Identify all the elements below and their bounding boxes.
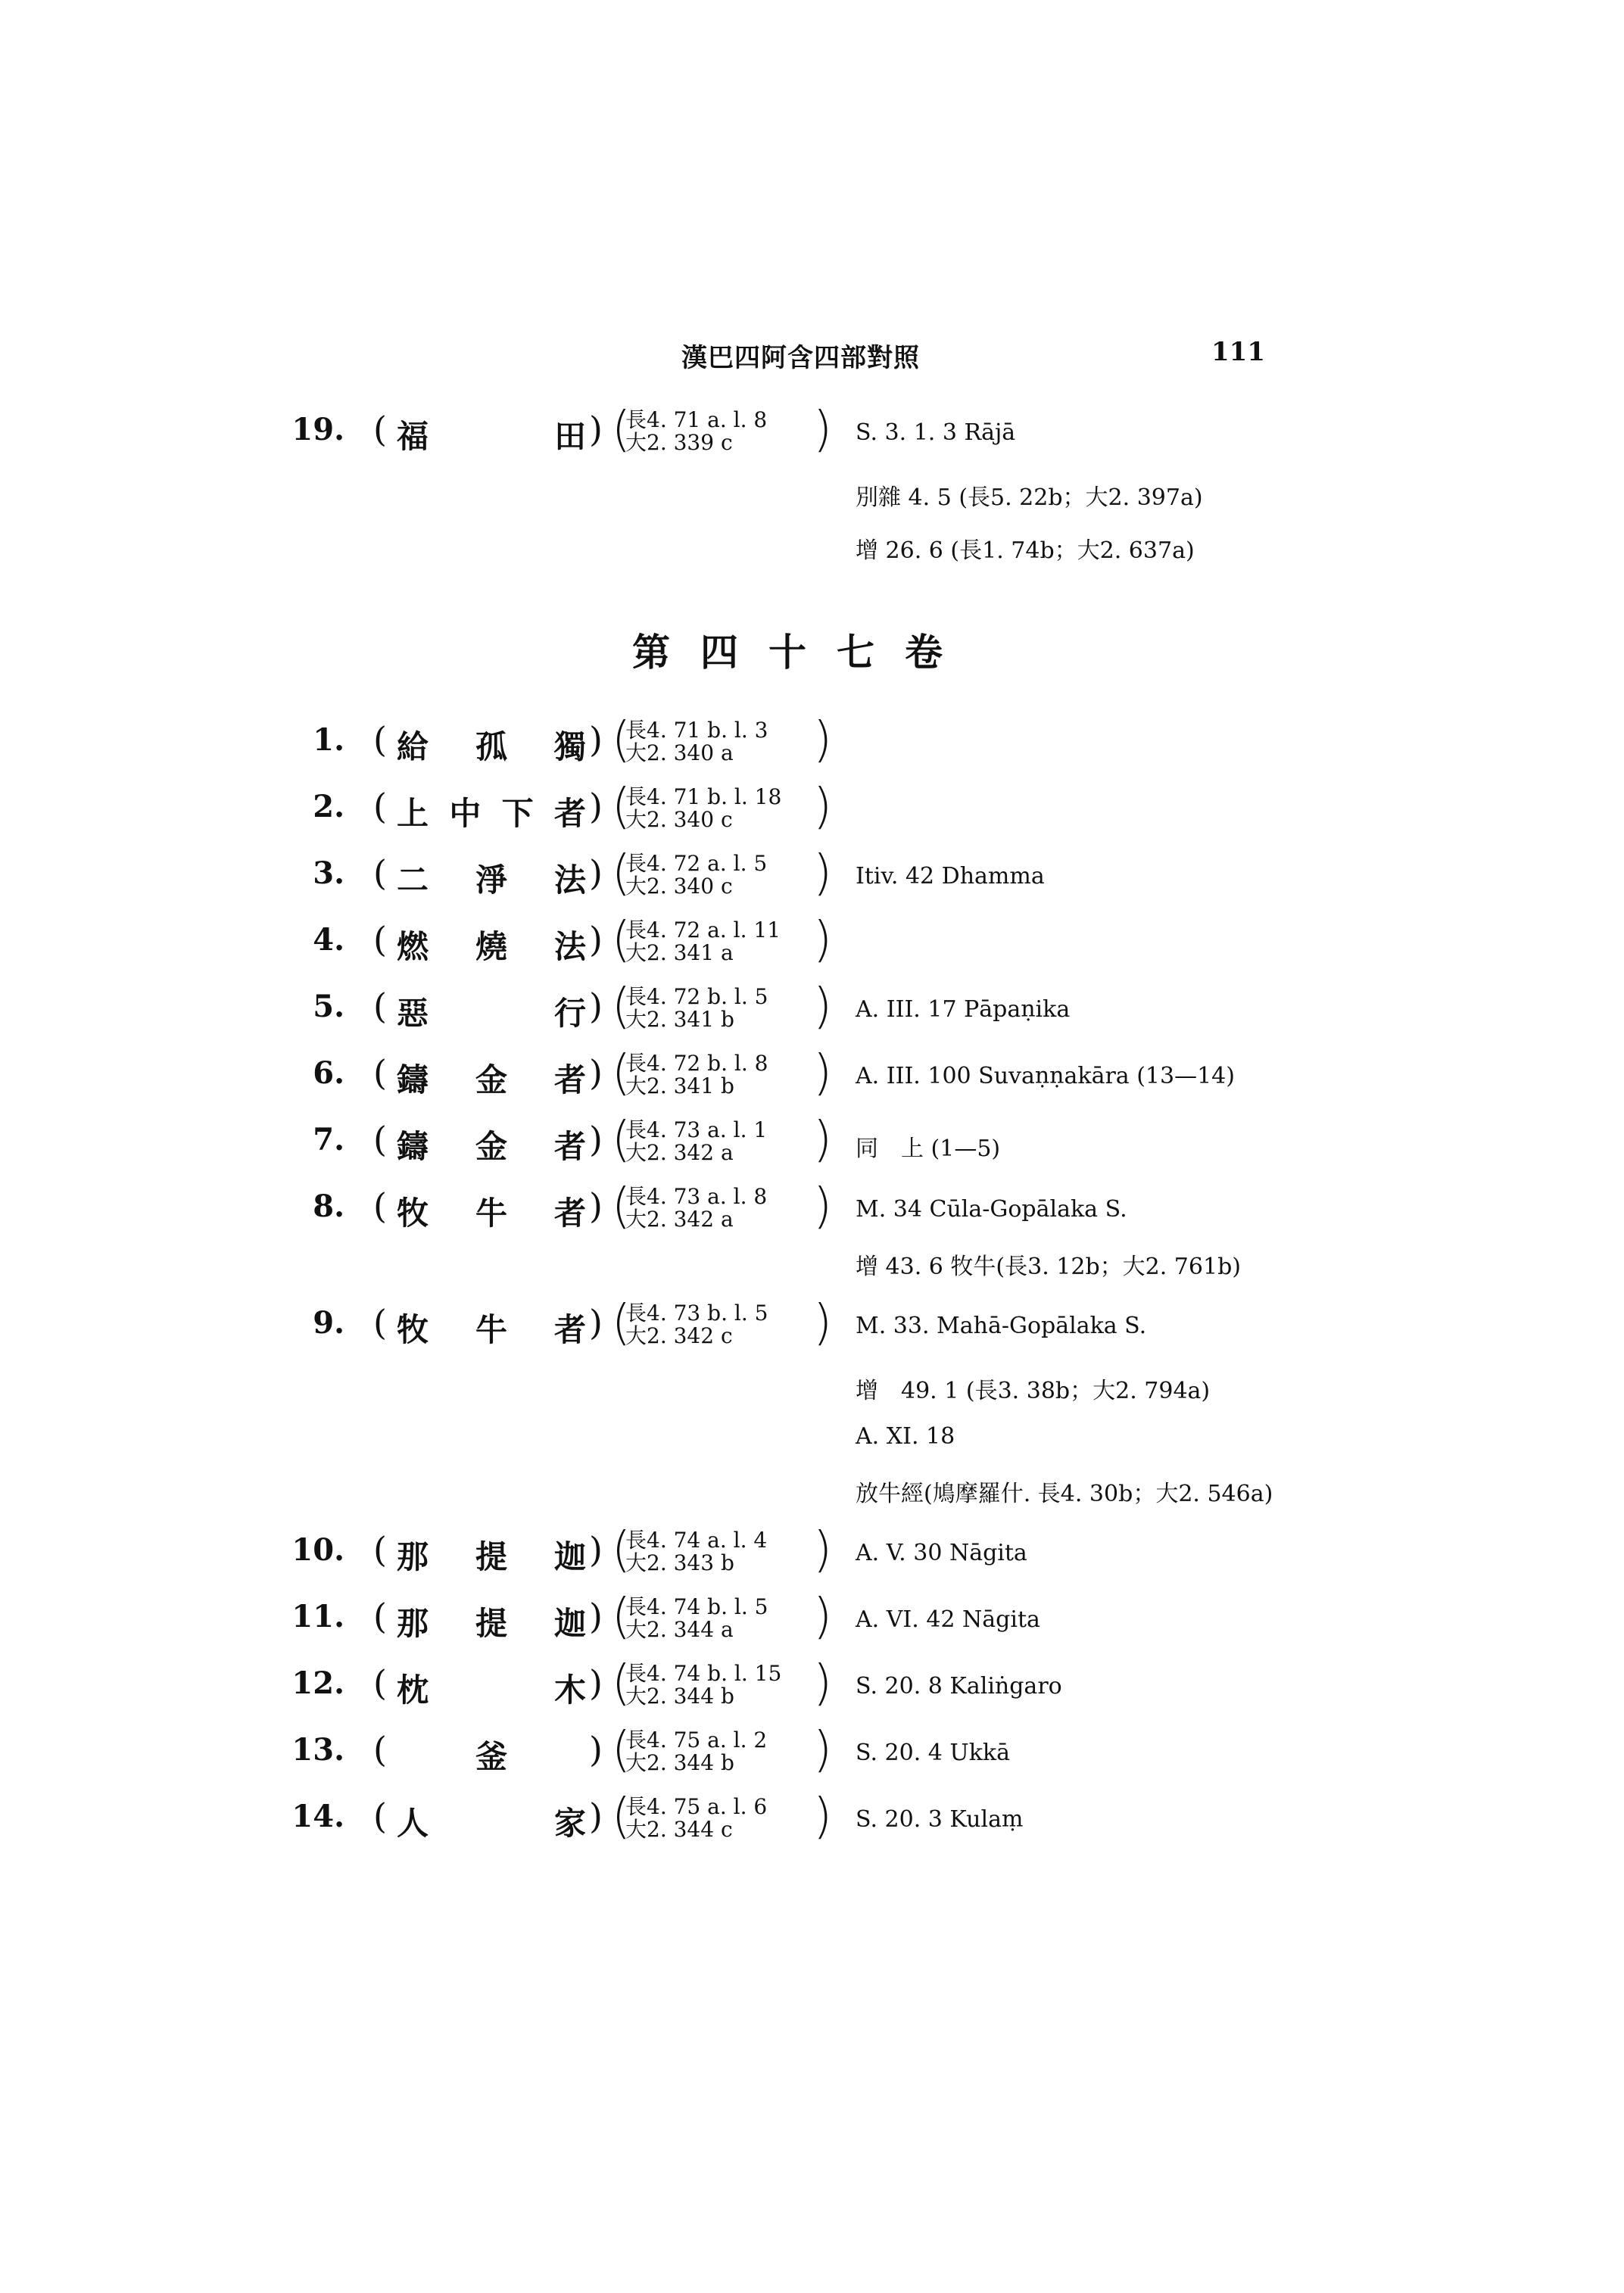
chinese-refs: ( 長4. 73 a. l. 1 大2. 342 a ) — [612, 1112, 832, 1168]
title-char: 鑄 — [397, 1128, 429, 1165]
chinese-refs: ( 長4. 71 b. l. 3 大2. 340 a ) — [612, 712, 832, 768]
close-paren: ) — [589, 409, 603, 450]
title-char: 行 — [553, 995, 586, 1032]
pali-parallel: S. 3. 1. 3 Rājā — [856, 419, 1016, 446]
entry-row-11: 11. ( 那 提 迦 ) ( 長4. 74 b. l. 5 大2. 344 a ) A. VI. 42 Nāgita — [0, 1588, 1624, 1649]
title-char: 上 — [397, 795, 429, 832]
pali-parallel: M. 33. Mahā-Gopālaka S. — [856, 1313, 1147, 1339]
title-char: 金 — [475, 1128, 507, 1165]
entry-title — [397, 1532, 586, 1578]
page-number: 111 — [1211, 337, 1265, 367]
entry-title — [397, 1189, 586, 1234]
ref-changan: 長4. 75 a. l. 6 — [625, 1794, 768, 1819]
pali-parallel: S. 20. 3 Kulaṃ — [856, 1806, 1024, 1833]
ref-taisho: 大2. 344 c — [625, 1817, 733, 1842]
ref-taisho: 大2. 340 c — [625, 807, 733, 832]
running-header-title: 漢巴四阿含四部對照 — [681, 343, 920, 373]
title-char: 法 — [553, 928, 586, 965]
pali-parallel: Itiv. 42 Dhamma — [856, 863, 1045, 889]
ref-taisho: 大2. 344 a — [625, 1617, 734, 1642]
title-char: 提 — [475, 1538, 507, 1575]
entry-number: 4. — [313, 922, 344, 958]
title-char: 牧 — [397, 1195, 429, 1232]
entry-number: 5. — [313, 989, 344, 1024]
ref-changan: 長4. 74 b. l. 15 — [625, 1661, 782, 1686]
entry-number: 12. — [291, 1665, 344, 1701]
ref-changan: 長4. 73 a. l. 1 — [625, 1117, 768, 1142]
sub-parallel: 別雜 4. 5 (長5. 22b；大2. 397a) — [856, 484, 1203, 511]
chinese-refs: ( 長4. 73 a. l. 8 大2. 342 a ) — [612, 1179, 832, 1235]
ref-taisho: 大2. 339 c — [625, 430, 733, 455]
title-char: 迦 — [553, 1605, 586, 1642]
entry-number: 8. — [313, 1189, 344, 1224]
title-char: 迦 — [553, 1538, 586, 1575]
pali-parallel: S. 20. 4 Ukkā — [856, 1740, 1010, 1766]
title-char: 牛 — [475, 1195, 507, 1232]
entry-title — [397, 1732, 586, 1777]
entry-title — [397, 1305, 586, 1351]
pali-parallel: A. V. 30 Nāgita — [856, 1540, 1027, 1566]
entry-row-9: 9. ( 牧 牛 者 ) ( 長4. 73 b. l. 5 大2. 342 c ) M. 33. Mahā-Gopālaka S. — [0, 1294, 1624, 1355]
entry-title — [397, 1599, 586, 1644]
entry-row-4: 4. ( 燃 燒 法 ) ( 長4. 72 a. l. 11 大2. 341 a ) — [0, 911, 1624, 972]
title-char: 金 — [475, 1061, 507, 1098]
sub-parallel: 增 43. 6 牧牛(長3. 12b；大2. 761b) — [856, 1254, 1241, 1280]
title-char: 者 — [553, 1128, 586, 1165]
title-char: 家 — [553, 1805, 586, 1842]
title-char: 法 — [553, 861, 586, 899]
entry-number: 10. — [291, 1532, 344, 1568]
entry-row-5: 5. ( 惡 行 ) ( 長4. 72 b. l. 5 大2. 341 b ) A. III. 17 Pāpaṇika — [0, 978, 1624, 1039]
chinese-refs: ( 長4. 72 a. l. 5 大2. 340 c ) — [612, 846, 832, 902]
title-char: 田 — [553, 418, 586, 455]
chinese-refs: ( 長4. 74 a. l. 4 大2. 343 b ) — [612, 1522, 832, 1578]
title-char: 者 — [553, 1311, 586, 1348]
entry-number: 2. — [313, 789, 344, 824]
ref-changan: 長4. 74 a. l. 4 — [625, 1528, 768, 1553]
entry-row-1: 1. ( 給 孤 獨 ) ( 長4. 71 b. l. 3 大2. 340 a ) — [0, 712, 1624, 772]
entry-number: 19. — [291, 412, 344, 447]
ref-taisho: 大2. 341 b — [625, 1007, 734, 1032]
entry-row-14: 14. ( 人 家 ) ( 長4. 75 a. l. 6 大2. 344 c ) S. 20. 3 Kulaṃ — [0, 1788, 1624, 1849]
ref-changan: 長4. 71 b. l. 3 — [625, 718, 768, 743]
pali-parallel: S. 20. 8 Kaliṅgaro — [856, 1673, 1062, 1699]
chinese-refs: ( 長4. 74 b. l. 5 大2. 344 a ) — [612, 1589, 832, 1645]
ref-changan: 長4. 72 b. l. 5 — [625, 984, 768, 1009]
title-char: 人 — [397, 1805, 429, 1842]
title-char: 惡 — [397, 995, 429, 1032]
title-char: 燒 — [475, 928, 507, 965]
entry-title — [397, 1665, 586, 1711]
title-char: 牧 — [397, 1311, 429, 1348]
section-title: 第四十七卷 — [632, 630, 973, 675]
ref-changan: 長4. 72 a. l. 5 — [625, 851, 768, 876]
title-char: 者 — [553, 795, 586, 832]
entry-number: 14. — [291, 1799, 344, 1834]
chinese-refs: ( 長4. 75 a. l. 2 大2. 344 b ) — [612, 1722, 832, 1778]
pali-parallel: A. VI. 42 Nāgita — [856, 1606, 1040, 1633]
title-char: 福 — [397, 418, 429, 455]
chinese-refs: ( 長4. 72 b. l. 8 大2. 341 b ) — [612, 1045, 832, 1101]
entry-title — [397, 789, 586, 834]
ref-taisho: 大2. 344 b — [625, 1750, 734, 1775]
title-char: 那 — [397, 1538, 429, 1575]
sub-parallel: 增 49. 1 (長3. 38b；大2. 794a) — [856, 1378, 1211, 1404]
entry-row-10: 10. ( 那 提 迦 ) ( 長4. 74 a. l. 4 大2. 343 b ) A. V. 30 Nāgita — [0, 1522, 1624, 1582]
entry-title — [397, 412, 586, 457]
pali-parallel: M. 34 Cūla-Gopālaka S. — [856, 1196, 1127, 1223]
chinese-refs: ( 長4. 71 b. l. 18 大2. 340 c ) — [612, 779, 832, 835]
ref-changan: 長4. 71 a. l. 8 — [625, 407, 768, 432]
title-char: 者 — [553, 1195, 586, 1232]
ref-taisho: 大2. 342 a — [625, 1207, 734, 1232]
entry-row-7: 7. ( 鑄 金 者 ) ( 長4. 73 a. l. 1 大2. 342 a ) 同 上 (1—5) — [0, 1111, 1624, 1172]
entry-number: 3. — [313, 855, 344, 891]
entry-title — [397, 922, 586, 967]
pali-parallel: A. III. 17 Pāpaṇika — [856, 996, 1071, 1023]
title-char: 提 — [475, 1605, 507, 1642]
entry-title — [397, 1799, 586, 1844]
title-char: 者 — [553, 1061, 586, 1098]
title-char: 淨 — [475, 861, 507, 899]
pali-parallel: A. III. 100 Suvaṇṇakāra (13—14) — [856, 1063, 1235, 1089]
title-char: 下 — [501, 795, 534, 832]
entry-row-19 — [0, 401, 1624, 462]
ref-changan: 長4. 73 a. l. 8 — [625, 1184, 768, 1209]
title-char: 孤 — [475, 728, 507, 765]
entry-title — [397, 722, 586, 768]
ref-changan: 長4. 74 b. l. 5 — [625, 1594, 768, 1619]
entry-title — [397, 989, 586, 1034]
ref-taisho: 大2. 344 b — [625, 1684, 734, 1709]
chinese-refs: ( 長4. 72 a. l. 11 大2. 341 a ) — [612, 912, 832, 968]
entry-row-12: 12. ( 枕 木 ) ( 長4. 74 b. l. 15 大2. 344 b ) S. 20. 8 Kaliṅgaro — [0, 1655, 1624, 1715]
title-char: 木 — [553, 1671, 586, 1709]
entry-number: 9. — [313, 1305, 344, 1341]
ref-taisho: 大2. 341 b — [625, 1073, 734, 1098]
title-char: 給 — [397, 728, 429, 765]
open-paren: ( — [373, 409, 387, 450]
ref-taisho: 大2. 340 c — [625, 874, 733, 899]
title-char: 燃 — [397, 928, 429, 965]
entry-title — [397, 1122, 586, 1167]
sub-parallel: 增 26. 6 (長1. 74b；大2. 637a) — [856, 537, 1195, 564]
title-char: 獨 — [553, 728, 586, 765]
entry-number: 1. — [313, 722, 344, 758]
title-char: 中 — [449, 795, 482, 832]
entry-number: 6. — [313, 1055, 344, 1091]
chinese-refs: ( 長4. 74 b. l. 15 大2. 344 b ) — [612, 1656, 832, 1712]
ref-changan: 長4. 73 b. l. 5 — [625, 1301, 768, 1326]
entry-row-3: 3. ( 二 淨 法 ) ( 長4. 72 a. l. 5 大2. 340 c ) Itiv. 42 Dhamma — [0, 845, 1624, 905]
chinese-refs: ( 長4. 72 b. l. 5 大2. 341 b ) — [612, 979, 832, 1035]
entry-row-6: 6. ( 鑄 金 者 ) ( 長4. 72 b. l. 8 大2. 341 b ) A. III. 100 Suvaṇṇakāra (13—14) — [0, 1045, 1624, 1105]
ref-changan: 長4. 71 b. l. 18 — [625, 784, 782, 809]
ref-changan: 長4. 75 a. l. 2 — [625, 1728, 768, 1752]
chinese-refs: ( 長4. 71 a. l. 8 大2. 339 c ) — [612, 402, 832, 458]
entry-row-2: 2. ( 上 中 下 者 ) ( 長4. 71 b. l. 18 大2. 340 c ) — [0, 778, 1624, 839]
entry-title — [397, 1055, 586, 1101]
sub-parallel: A. XI. 18 — [856, 1423, 955, 1450]
title-char: 牛 — [475, 1311, 507, 1348]
title-char: 釜 — [475, 1738, 507, 1775]
ref-taisho: 大2. 340 a — [625, 740, 734, 765]
ref-changan: 長4. 72 b. l. 8 — [625, 1051, 768, 1076]
entry-row-8: 8. ( 牧 牛 者 ) ( 長4. 73 a. l. 8 大2. 342 a ) M. 34 Cūla-Gopālaka S. — [0, 1178, 1624, 1238]
chinese-refs: ( 長4. 75 a. l. 6 大2. 344 c ) — [612, 1789, 832, 1845]
title-char: 那 — [397, 1605, 429, 1642]
ref-taisho: 大2. 343 b — [625, 1550, 734, 1575]
sub-parallel: 放牛經(鳩摩羅什. 長4. 30b；大2. 546a) — [856, 1481, 1273, 1507]
ref-taisho: 大2. 342 a — [625, 1140, 734, 1165]
title-char: 二 — [397, 861, 429, 899]
entry-number: 7. — [313, 1122, 344, 1157]
title-char: 鑄 — [397, 1061, 429, 1098]
entry-row-13: 13. ( 釜 ) ( 長4. 75 a. l. 2 大2. 344 b ) S. 20. 4 Ukkā — [0, 1721, 1624, 1782]
ref-taisho: 大2. 342 c — [625, 1323, 733, 1348]
pali-parallel: 同 上 (1—5) — [856, 1136, 1001, 1162]
entry-title — [397, 855, 586, 901]
chinese-refs: ( 長4. 73 b. l. 5 大2. 342 c ) — [612, 1295, 832, 1351]
ref-taisho: 大2. 341 a — [625, 940, 734, 965]
title-char: 枕 — [397, 1671, 429, 1709]
ref-changan: 長4. 72 a. l. 11 — [625, 918, 781, 942]
entry-number: 13. — [291, 1732, 344, 1768]
entry-number: 11. — [291, 1599, 344, 1634]
